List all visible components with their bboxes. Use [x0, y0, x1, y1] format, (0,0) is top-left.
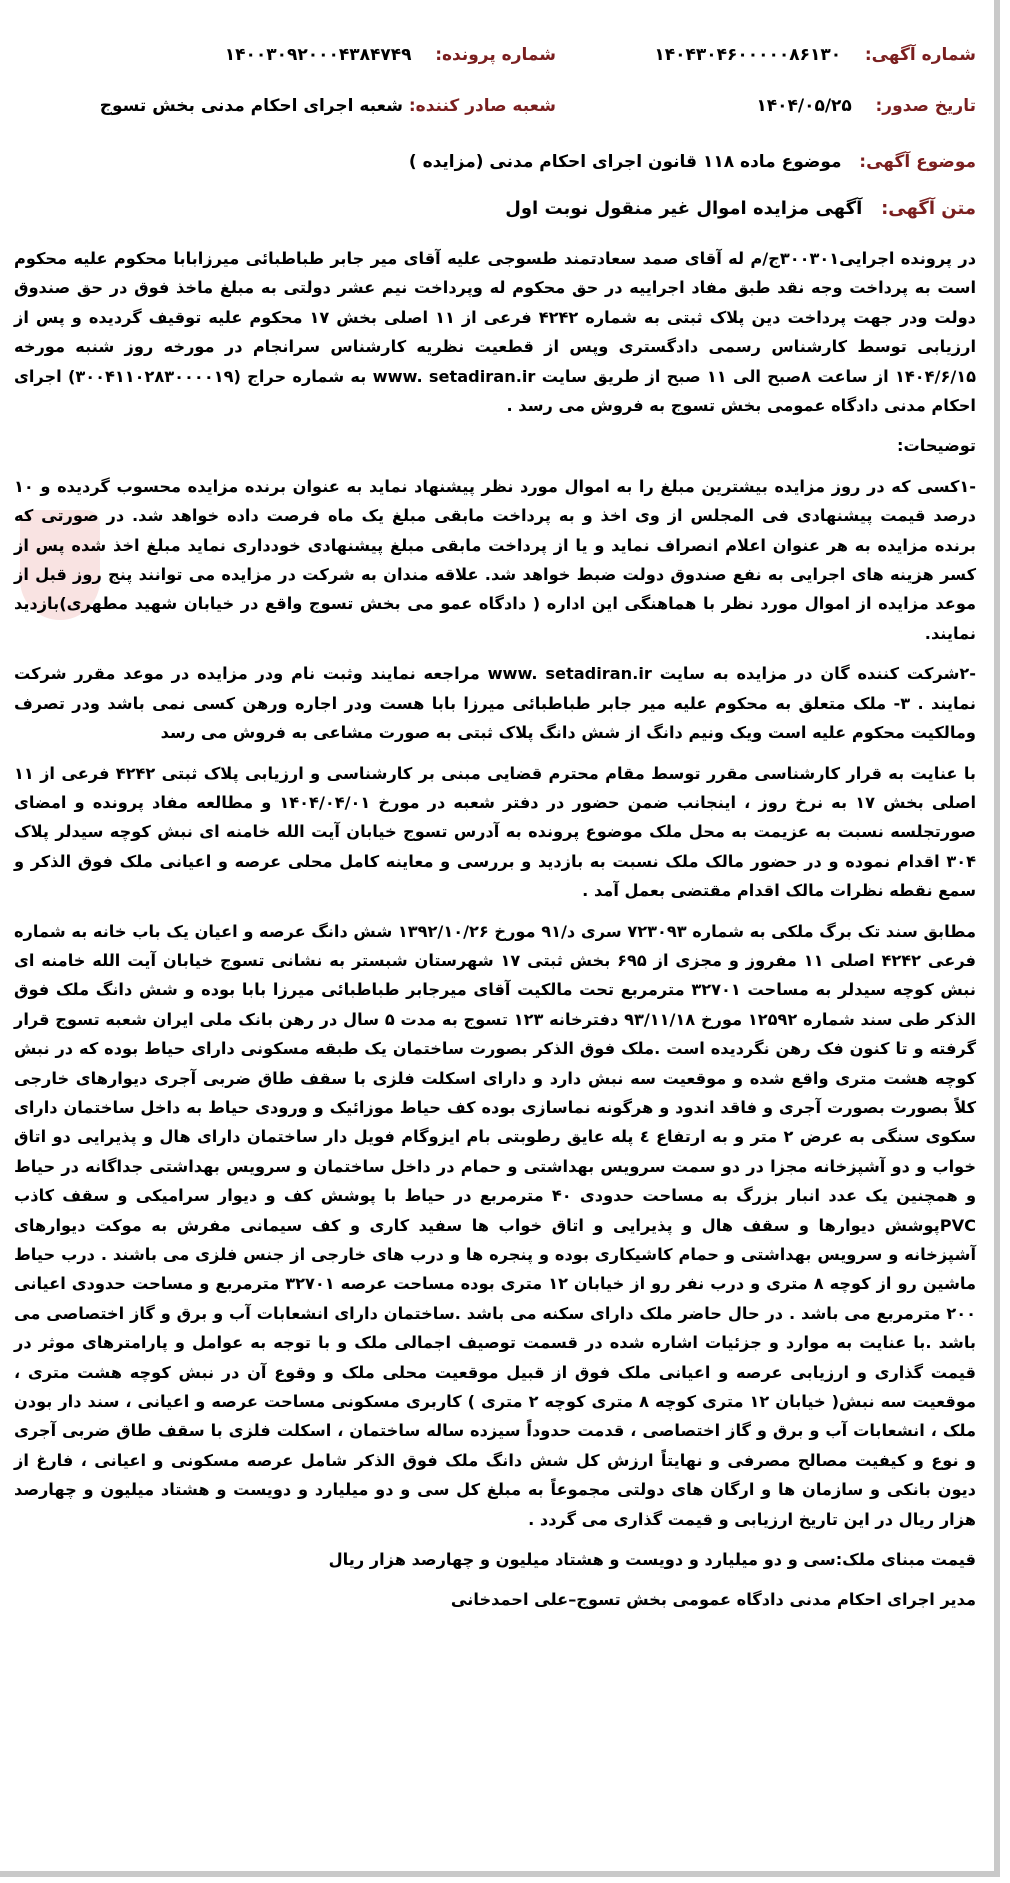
issue-date-value: ۱۴۰۴/۰۵/۲۵	[756, 96, 852, 116]
issue-date-label: تاریخ صدور:	[875, 96, 976, 116]
subject-row	[409, 152, 976, 172]
body-paragraph-expert: با عنایت به قرار کارشناسی مقرر توسط مقام محترم قضایی مبنی بر کارشناسی و ارزیابی پلاک ثبتی ۴۲۴۲ فرعی از ۱۱ اصلی بخش ۱۷ به نرخ روز ، اینجانب ضمن حضور در دفتر شعبه در مورخ ۱۴۰۴/۰۴/۰۱ و مطالعه مفاد پرونده و امضای صورتجلسه نسبت به عزیمت به محل ملک موضوع پرونده به آدرس تسوج خیابان آیت الله خامنه ای نبش کوچه سیدلر پلاک ۳۰۴ اقدام نموده و در حضور مالک ملک نسبت به بازدید و بررسی و معاینه کامل محلی عرصه و اعیانی ملک فوق الذکر و سمع نقطه نظرات مالک اقدام مقتضی بعمل آمد .	[14, 763, 977, 901]
issue-date-row	[756, 96, 976, 116]
notes-heading: توضیحات:	[897, 436, 976, 456]
body-paragraph-note1: -۱کسی که در روز مزایده بیشترین مبلغ را به اموال مورد نظر پیشنهاد نماید به عنوان برنده مزایده محسوب گردیده و ۱۰ درصد قیمت پیشنهادی فی المجلس از وی اخذ و به پرداخت مابقی مبلغ یک ماه فرصت داده خواهد شد. در صورتی که برنده مزایده به هر عنوان اعلام انصراف نماید و یا از پرداخت مابقی مبلغ پیشنهادی خودداری نماید مبلغ اخذ شده پس از کسر هزینه های اجرایی به نفع صندوق دولت ضبط خواهد شد. علاقه مندان به شرکت در مزایده می توانند پنج روز قبل از موعد مزایده از اموال مورد نظر با هماهنگی این اداره ( دادگاه عمو می بخش تسوج واقع در خیابان شهید مطهری)بازدید نمایند.	[14, 476, 976, 643]
body-paragraph-note2: -۲شرکت کننده گان در مزایده به سایت www. setadiran.ir مراجعه نمایند وثبت نام ودر مزایده در موعد مقرر شرکت نمایند . ۳- ملک متعلق به محکوم علیه میر جابر طباطبائی میرزا بابا هست ودر اجاره ورهن کسی نمی باشد ودر تصرف ومالکیت محکوم علیه است ویک ونیم دانگ از شش دانگ پلاک ثبتی به صورت مشاعی به فروش می رسد	[14, 664, 977, 743]
file-number-row	[225, 45, 556, 65]
ad-text-label: متن آگهی:	[881, 198, 976, 219]
issuer-branch-label: شعبه صادر کننده:	[408, 96, 556, 116]
body-paragraph-signature: مدیر اجرای احکام مدنی دادگاه عمومی بخش تسوج–علی احمدخانی	[450, 1590, 976, 1610]
body-paragraph-base-price: قیمت مبنای ملک:سی و دو میلیارد و دویست و هشتاد میلیون و چهارصد هزار ریال	[328, 1550, 976, 1570]
ad-body	[14, 244, 976, 1615]
issuer-branch-row	[100, 96, 556, 116]
ad-number-value: ۱۴۰۴۳۰۴۶۰۰۰۰۰۸۶۱۳۰	[654, 45, 842, 65]
subject-value: موضوع ماده ۱۱۸ قانون اجرای احکام مدنی (مزایده )	[408, 152, 842, 172]
body-paragraph-description: مطابق سند تک برگ ملکی به شماره ۷۲۳۰۹۳ سری د/۹۱ مورخ ۱۳۹۲/۱۰/۲۶ شش دانگ عرصه و اعیان یک باب خانه به شماره فرعی ۴۲۴۲ اصلی ۱۱ مفروز و مجزی از ۶۹۵ بخش ثبتی ۱۷ شهرستان شبستر به نشانی تسوج خیابان آیت الله خامنه ای نبش کوچه سیدلر به مساحت ۳۲۷۰۱ مترمربع تحت مالکیت آقای میرجابر طباطبائی میرزا بابا بوده و شش دانگ ملک فوق الذکر طی سند شماره ۱۲۵۹۲ مورخ ۹۳/۱۱/۱۸ دفترخانه ۱۲۳ تسوج به مدت ۵ سال در رهن بانک ملی ایران شعبه تسوج قرار گرفته و تا کنون فک رهن نگردیده است .ملک فوق الذکر بصورت ساختمان یک طبقه مسکونی دارای حیاط بوده که در نبش کوچه هشت متری واقع شده و موقعیت سه نبش دارد و دارای اسکلت فلزی با سقف طاق ضربی آجری دیوارهای خارجی کلاً بصورت بصورت آجری و فاقد اندود و هرگونه نماسازی بوده کف حیاط موزائیک و ورودی حیاط به داخل ساختمان دارای سکوی سنگی به عرض ۲ متر و به ارتفاع ٤ پله عایق رطوبتی بام ایزوگام فویل دار ساختمان دارای هال و پذیرایی دو اتاق خواب و دو آشپزخانه مجزا در دو سمت سرویس بهداشتی و حمام در داخل ساختمان و سرویس بهداشتی جداگانه در حیاط و همچنین یک عدد انبار بزرگ به مساحت حدودی ۴۰ مترمربع در حیاط با پوشش کف و دیوار سرامیکی و سقف کاذب PVCپوشش دیوارها و سقف هال و پذیرایی و اتاق خواب ها سفید کاری و کف سیمانی مفرش به موکت دیوارهای آشپزخانه و سرویس بهداشتی و حمام کاشیکاری بوده و پنجره ها و درب های خارجی از جنس فلزی می باشند . درب حیاط ماشین رو از کوچه ۸ متری و درب نفر رو از خیابان ۱۲ متری بوده مساحت عرصه ۳۲۷۰۱ مترمربع و مساحت حدودی اعیانی ۲۰۰ مترمربع می باشد . در حال حاضر ملک دارای سکنه می باشد .ساختمان دارای انشعابات آب و برق و گاز اختصاصی می باشد .با عنایت به موارد و جزئیات اشاره شده در قسمت توصیف اجمالی ملک و با توجه به عوامل و پارامترهای موثر در قیمت گذاری و ارزیابی عرصه و اعیانی ملک فوق از قبیل موقعیت محلی ملک و وقوع آن در نبش کوچه هشت متری ، موقعیت سه نبش( خیابان ۱۲ متری کوچه ۸ متری کوچه ۲ متری ) کاربری مسکونی مساحت عرصه و اعیانی ، سند دار بودن ملک ، انشعابات آب و برق و گاز اختصاصی ، قدمت حدوداً سیزده ساله ساختمان ، اسکلت فلزی با سقف طاق ضربی آجری و نوع و کیفیت مصالح مصرفی و نهایتاً ارزش کل شش دانگ ملک فوق الذکر شامل عرصه مسکونی و اعیانی ، فارغ از دیون بانکی و سازمان ها و ارگان های دولتی مجموعاً به مبلغ کل سی و دو میلیارد و دویست و هشتاد میلیون و چهارصد هزار ریال در این تاریخ ارزیابی و قیمت گذاری می گردد .	[14, 921, 977, 1529]
subject-label: موضوع آگهی:	[859, 152, 976, 172]
ad-number-row	[654, 45, 976, 65]
file-number-label: شماره پرونده:	[435, 45, 556, 65]
ad-text-row	[505, 198, 976, 219]
body-paragraph-intro: در پرونده اجرایی۳۰۰۳۰۱ج/م له آقای صمد سعادتمند طسوجی علیه آقای میر جابر طباطبائی میرزابابا محکوم علیه محکوم است به پرداخت وجه نقد طبق مفاد اجراییه در حق محکوم له وپرداخت نیم عشر دولتی به مبلغ ماخذ فوق در حق صندوق دولت ودر جهت پرداخت دین پلاک ثبتی به شماره ۴۲۴۲ فرعی از ۱۱ اصلی بخش ۱۷ محکوم علیه توقیف گردیده و پس از ارزیابی توسط کارشناس رسمی دادگستری وپس از قطعیت نظریه کارشناس سرانجام در مورخه روز شنبه مورخه ۱۴۰۴/۶/۱۵ از ساعت ۸صبح الی ۱۱ صبح از طریق سایت www. setadiran.ir به شماره حراج (۳۰۰۴۱۱۰۲۸۳۰۰۰۰۱۹) اجرای احکام مدنی دادگاه عمومی بخش تسوج به فروش می رسد .	[14, 249, 977, 416]
issuer-branch-value: شعبه اجرای احکام مدنی بخش تسوج	[99, 96, 403, 116]
file-number-value: ۱۴۰۰۳۰۹۲۰۰۰۴۳۸۴۷۴۹	[224, 45, 412, 65]
ad-number-label: شماره آگهی:	[864, 45, 976, 65]
ad-text-title: آگهی مزایده اموال غیر منقول نوبت اول	[505, 198, 863, 219]
